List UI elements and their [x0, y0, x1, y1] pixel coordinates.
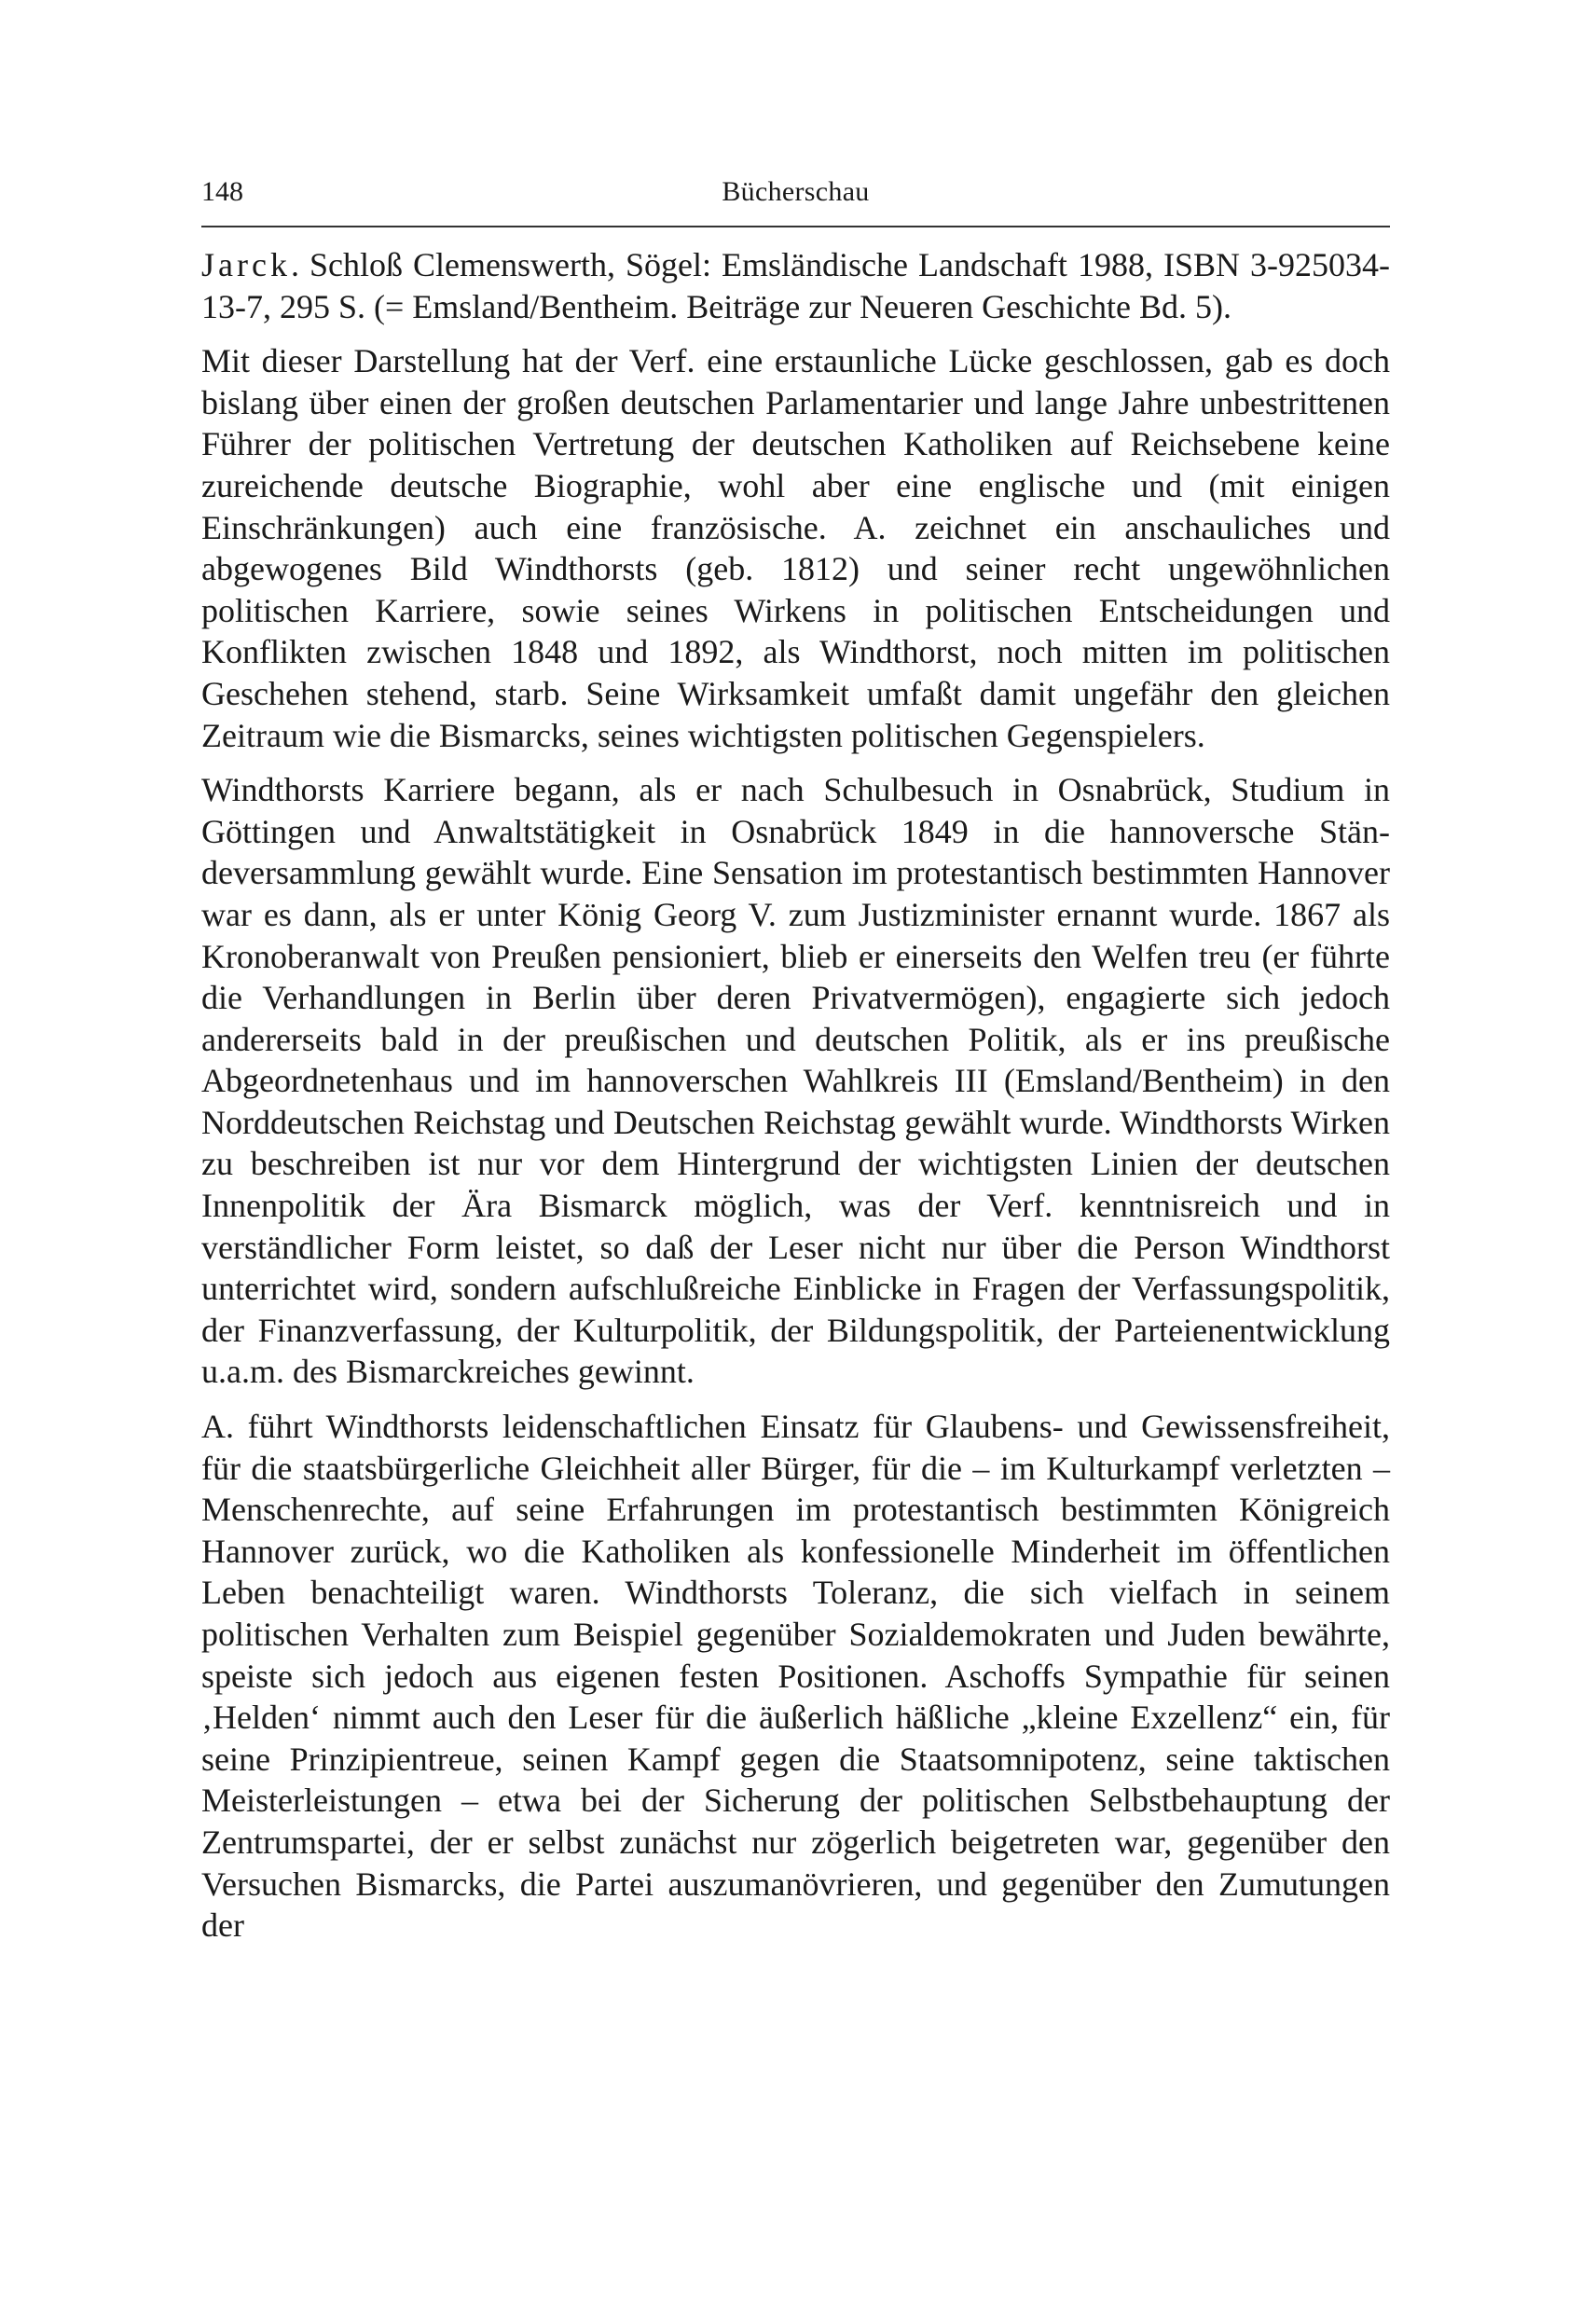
- citation-paragraph: [201, 244, 1390, 327]
- citation-details: . Schloß Clemenswerth, Sögel: Emsländische Landschaft 1988, ISBN 3-925034-13-7, 295 S. (= Emsland/Bentheim. Beiträge zur Neueren Geschichte Bd. 5).: [201, 246, 1390, 325]
- review-paragraph-1: Mit dieser Darstellung hat der Verf. eine erstaunliche Lücke geschlossen, gab es doch bislang über einen der großen deutschen Parlamentarier und lange Jahre unbestrittenen Führer der politischen Vertretung der deutschen Katholiken auf Reichsebene keine zureichende deutsche Biographie, wohl aber eine englische und (mit einigen Einschränkungen) auch eine französische. A. zeichnet ein anschauliches und abgewogenes Bild Windthorsts (geb. 1812) und seiner recht ungewöhnlichen politischen Karriere, sowie seines Wirkens in politischen Entscheidungen und Konflikten zwischen 1848 und 1892, als Windthorst, noch mitten im politischen Geschehen stehend, starb. Seine Wirksamkeit umfaßt damit ungefähr den gleichen Zeitraum wie die Bismarcks, seines wichtigsten politischen Gegenspielers.: [201, 342, 1390, 754]
- review-paragraph-3: A. führt Windthorsts leidenschaftlichen Einsatz für Glaubens- und Gewissensfreiheit, für die staatsbürgerliche Gleichheit aller Bürger, für die – im Kulturkampf verletzten – Menschenrechte, auf seine Erfahrungen im protestantisch bestimmten Königreich Hannover zurück, wo die Katholiken als konfessionelle Minderheit im öffentlichen Leben benachteiligt waren. Windthorsts Toleranz, die sich vielfach in seinem politischen Verhalten zum Beispiel gegenüber Sozialdemokraten und Juden bewährte, speiste sich jedoch aus eigenen festen Positionen. Aschoffs Sympathie für seinen ‚Helden‘ nimmt auch den Leser für die äußerlich häßliche „kleine Exzellenz“ ein, für seine Prinzipientreue, seinen Kampf gegen die Staatsomnipotenz, seine taktischen Meisterleistungen – etwa bei der Sicherung der politischen Selbstbehauptung der Zentrumspartei, der er selbst zunächst nur zögerlich beigetreten war, gegenüber den Versuchen Bismarcks, die Partei auszumanövrieren, und gegenüber den Zumutungen der: [201, 1408, 1390, 1945]
- citation-author: Jarck: [201, 246, 291, 283]
- book-page: [201, 168, 1390, 1947]
- running-head: [201, 168, 1390, 216]
- review-body: [201, 244, 1390, 1947]
- header-rule: [201, 226, 1390, 227]
- review-paragraph-2: Windthorsts Karriere begann, als er nach Schulbesuch in Osnabrück, Studium in Göttingen und Anwaltstätigkeit in Osnabrück 1849 in die hannoversche Ständeversammlung gewählt wurde. Eine Sensation im protestantisch bestimmten Hannover war es dann, als er unter König Georg V. zum Justizminister ernannt wurde. 1867 als Kronoberanwalt von Preußen pensioniert, blieb er einerseits den Welfen treu (er führte die Verhandlungen in Berlin über deren Privatvermögen), engagierte sich jedoch andererseits bald in der preußischen und deutschen Politik, als er ins preußische Abgeordnetenhaus und im hannoverschen Wahlkreis III (Emsland/Bentheim) in den Norddeutschen Reichstag und Deutschen Reichstag gewählt wurde. Windthorsts Wirken zu beschreiben ist nur vor dem Hintergrund der wichtigsten Linien der deutschen Innenpolitik der Ära Bismarck möglich, was der Verf. kenntnisreich und in verständlicher Form leistet, so daß der Leser nicht nur über die Person Windthorst unterrichtet wird, sondern aufschlußreiche Einblicke in Fragen der Verfassungspolitik, der Finanzverfassung, der Kulturpolitik, der Bildungspolitik, der Parteienentwicklung u.a.m. des Bismarckreiches gewinnt.: [201, 771, 1390, 1391]
- page-number: 148: [201, 176, 243, 207]
- section-title: Bücherschau: [722, 176, 870, 207]
